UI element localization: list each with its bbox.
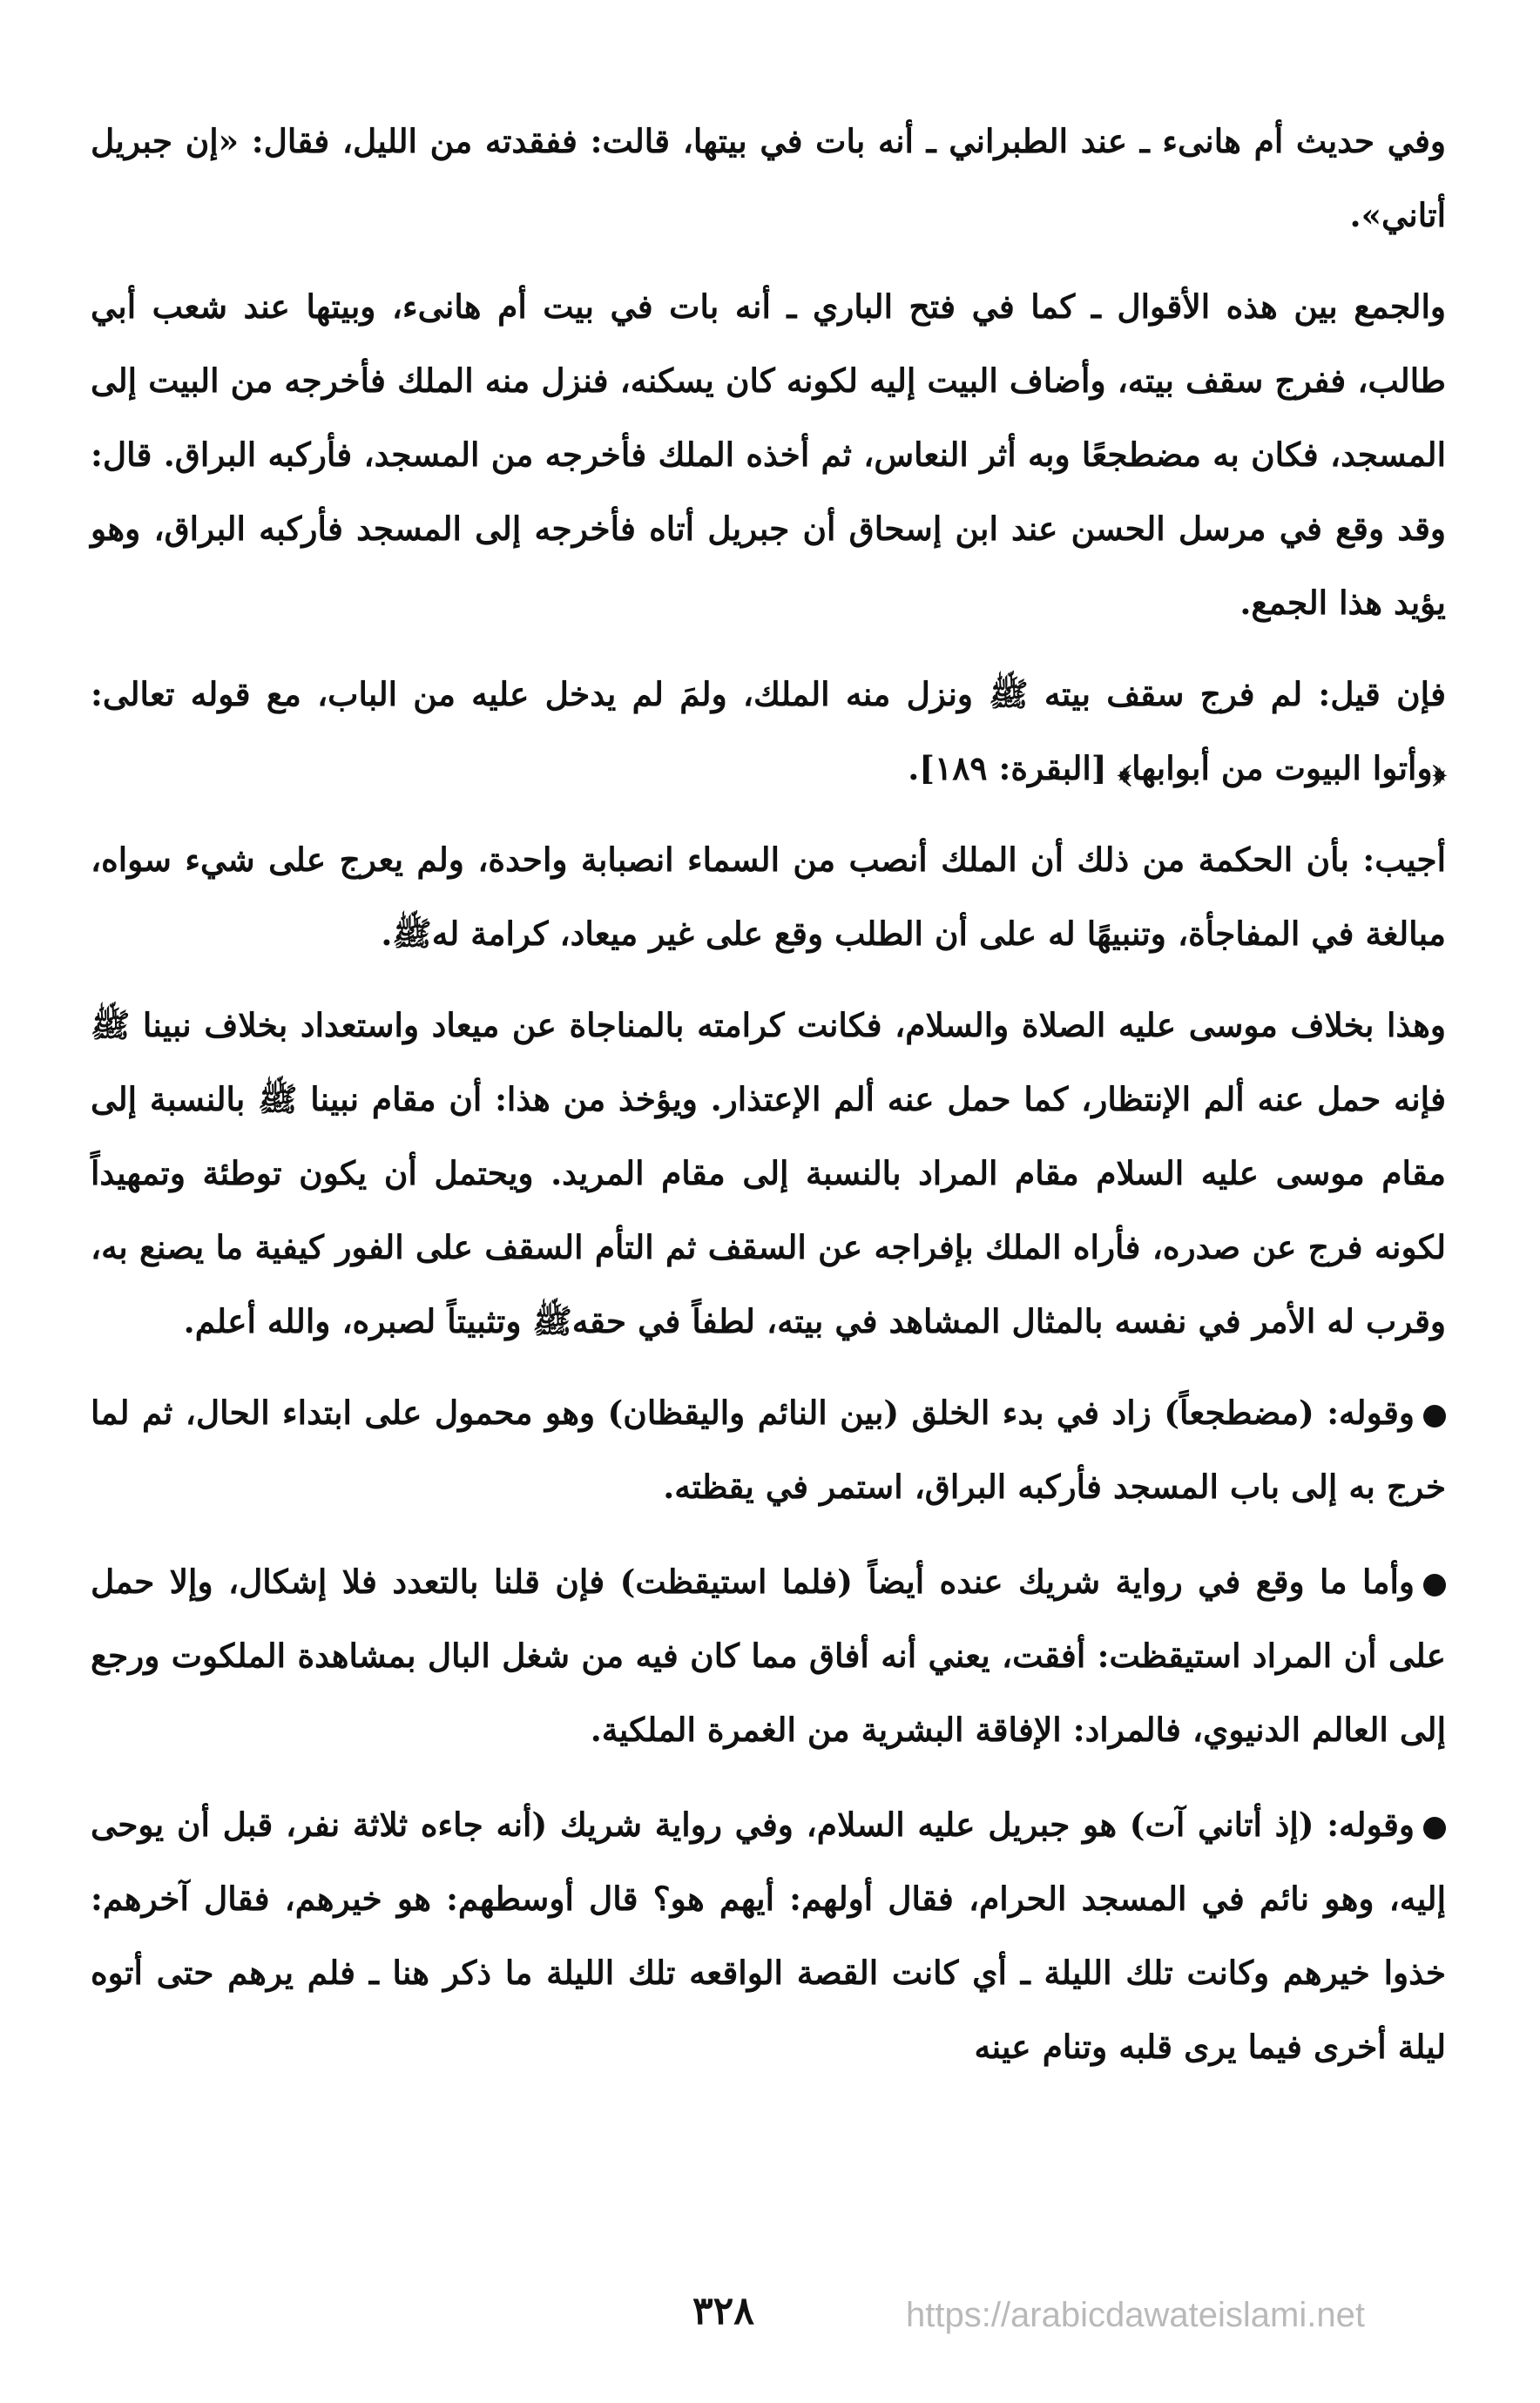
paragraph-8 [91, 1788, 1446, 2084]
paragraph-7-text: وأما ما وقع في رواية شريك عنده أيضاً (فلما استيقظت) فإن قلنا بالتعدد فلا إشكال، وإلا حمل على أن المراد استيقظت: أفقت، يعني أنه أفاق مما كان فيه من شغل البال بمشاهدة الملكوت ورجع إلى العالم الدنيوي، فالمراد: الإفاقة البشرية من الغمرة الملكية. [91, 1563, 1446, 1749]
bullet-icon [1423, 1574, 1446, 1596]
paragraph-8-text: وقوله: (إذ أتاني آت) هو جبريل عليه السلام، وفي رواية شريك (أنه جاءه ثلاثة نفر، قبل أن يوحى إليه، وهو نائم في المسجد الحرام، فقال أولهم: أيهم هو؟ قال أوسطهم: هو خيرهم، فقال آخرهم: خذوا خيرهم وكانت تلك الليلة ـ أي كانت القصة الواقعه تلك الليلة ما ذكر هنا ـ فلم يرهم حتى أتوه ليلة أخرى فيما يرى قلبه وتنام عينه [91, 1806, 1446, 2066]
paragraph-2-text: والجمع بين هذه الأقوال ـ كما في فتح الباري ـ أنه بات في بيت أم هانىء، وبيتها عند شعب أبي طالب، ففرج سقف بيته، وأضاف البيت إليه لكونه كان يسكنه، فنزل منه الملك فأخرجه من البيت إلى المسجد، فكان به مضطجعًا وبه أثر النعاس، ثم أخذه الملك فأخرجه من المسجد، فأركبه البراق. قال: وقد وقع في مرسل الحسن عند ابن إسحاق أن جبريل أتاه فأخرجه إلى المسجد فأركبه البراق، وهو يؤيد هذا الجمع. [91, 287, 1446, 622]
paragraph-2 [91, 270, 1446, 640]
paragraph-6 [91, 1376, 1446, 1524]
page-footer [0, 2289, 1540, 2367]
paragraph-3 [91, 658, 1446, 806]
bullet-icon [1423, 1817, 1446, 1839]
paragraph-5-text: وهذا بخلاف موسى عليه الصلاة والسلام، فكانت كرامته بالمناجاة عن ميعاد واستعداد بخلاف نبينا ﷺ فإنه حمل عنه ألم الإنتظار، كما حمل عنه ألم الإعتذار. ويؤخذ من هذا: أن مقام نبينا ﷺ بالنسبة إلى مقام موسى عليه السلام مقام المراد بالنسبة إلى مقام المريد. ويحتمل أن يكون توطئة وتمهيداً لكونه فرج عن صدره، فأراه الملك بإفراجه عن السقف ثم التأم السقف على الفور كيفية ما يصنع به، وقرب له الأمر في نفسه بالمثال المشاهد في بيته، لطفاً في حقهﷺ وتثبيتاً لصبره، والله أعلم. [91, 1006, 1446, 1340]
page-number: ٣٢٨ [692, 2289, 754, 2333]
watermark-url: https://arabicdawateislami.net [906, 2296, 1365, 2334]
bullet-icon [1423, 1405, 1446, 1428]
paragraph-5 [91, 989, 1446, 1359]
paragraph-4-text: أجيب: بأن الحكمة من ذلك أن الملك أنصب من السماء انصبابة واحدة، ولم يعرج على شيء سواه، مبالغة في المفاجأة، وتنبيهًا له على أن الطلب وقع على غير ميعاد، كرامة لهﷺ. [91, 840, 1446, 953]
paragraph-7 [91, 1545, 1446, 1767]
paragraph-1 [91, 105, 1446, 253]
paragraph-6-text: وقوله: (مضطجعاً) زاد في بدء الخلق (بين النائم واليقظان) وهو محمول على ابتداء الحال، ثم لما خرج به إلى باب المسجد فأركبه البراق، استمر في يقظته. [91, 1394, 1446, 1506]
paragraph-4 [91, 823, 1446, 971]
paragraph-3-text: فإن قيل: لم فرج سقف بيته ﷺ ونزل منه الملك، ولمَ لم يدخل عليه من الباب، مع قوله تعالى: ﴿وأتوا البيوت من أبوابها﴾ [البقرة: ١٨٩]. [91, 675, 1446, 787]
page-body [91, 105, 1446, 2102]
paragraph-1-text: وفي حديث أم هانىء ـ عند الطبراني ـ أنه بات في بيتها، قالت: ففقدته من الليل، فقال: «إن جبريل أتاني». [91, 122, 1446, 234]
